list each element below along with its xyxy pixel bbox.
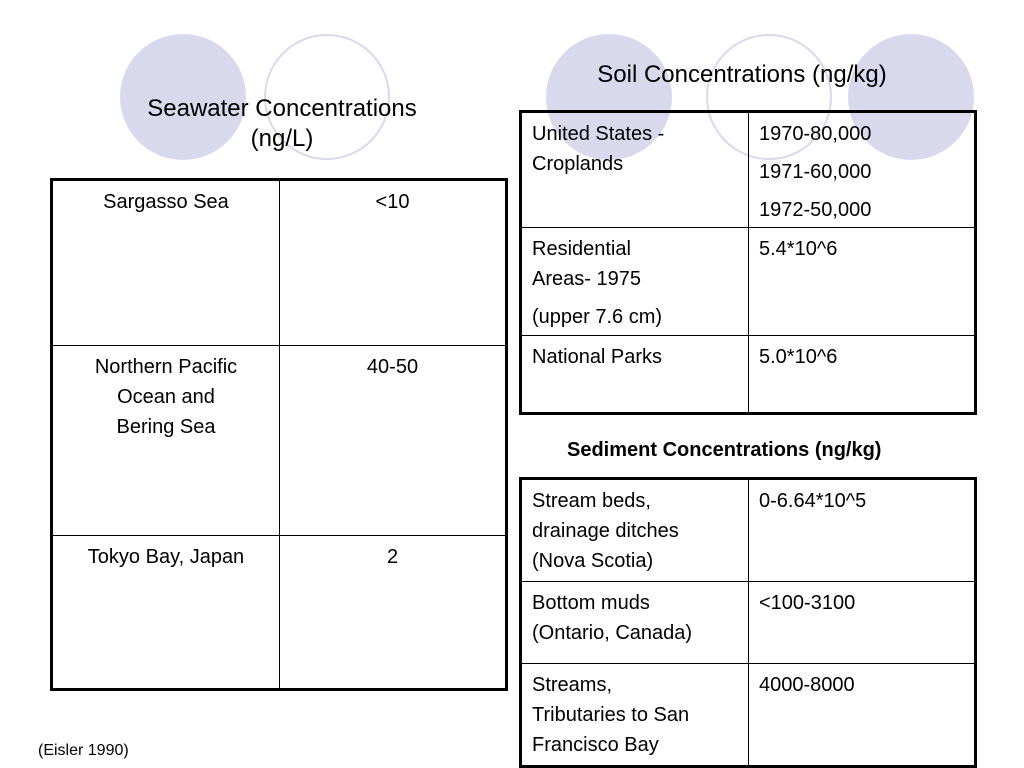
table-row	[521, 336, 976, 414]
value-cell	[749, 582, 976, 664]
location-text: Areas- 1975	[532, 268, 641, 290]
location-text: Tokyo Bay, Japan	[87, 546, 245, 568]
value-text: 40-50	[366, 356, 419, 378]
location-cell	[521, 479, 749, 582]
location-cell	[521, 228, 749, 336]
location-text: Streams,	[532, 674, 613, 696]
sediment-table	[519, 477, 977, 768]
location-cell	[521, 582, 749, 664]
location-text: Ocean and	[117, 386, 215, 408]
location-text: Francisco Bay	[532, 734, 659, 756]
table-row	[52, 180, 507, 346]
table-row	[521, 664, 976, 767]
location-text: (Ontario, Canada)	[532, 622, 693, 644]
value-text: <10	[375, 191, 410, 213]
location-text: Northern Pacific	[94, 356, 238, 378]
location-text: Tributaries to San	[532, 704, 690, 726]
location-cell	[52, 346, 280, 536]
location-cell	[52, 536, 280, 690]
location-cell	[521, 664, 749, 767]
table-row	[521, 112, 976, 228]
value-text: 5.0*10^6	[759, 346, 838, 368]
value-cell	[280, 536, 507, 690]
value-text: 0-6.64*10^5	[759, 490, 867, 512]
value-text: 1971-60,000	[759, 161, 872, 183]
value-text: 5.4*10^6	[759, 238, 838, 260]
value-cell	[749, 228, 976, 336]
value-cell	[280, 180, 507, 346]
table-row	[521, 228, 976, 336]
value-cell	[749, 479, 976, 582]
value-cell	[749, 336, 976, 414]
location-text: Croplands	[532, 153, 624, 175]
location-text: (Nova Scotia)	[532, 550, 654, 572]
table-row	[52, 346, 507, 536]
sediment-title: Sediment Concentrations (ng/kg)	[567, 439, 882, 461]
seawater-title	[82, 94, 482, 154]
location-text: Stream beds,	[532, 490, 651, 512]
soil-table	[519, 110, 977, 415]
value-text: 1970-80,000	[759, 123, 872, 145]
location-text: Bering Sea	[116, 416, 216, 438]
citation: (Eisler 1990)	[38, 742, 129, 759]
location-text: Bottom muds	[532, 592, 650, 614]
value-text: <100-3100	[759, 592, 856, 614]
location-cell	[52, 180, 280, 346]
value-cell	[749, 664, 976, 767]
value-text: 4000-8000	[759, 674, 855, 696]
location-text: Sargasso Sea	[103, 191, 229, 213]
location-cell	[521, 336, 749, 414]
value-cell	[749, 112, 976, 228]
table-row	[521, 479, 976, 582]
value-text: 2	[386, 546, 399, 568]
seawater-title-line: (ng/L)	[250, 125, 314, 152]
seawater-table	[50, 178, 508, 691]
table-row	[521, 582, 976, 664]
location-text: drainage ditches	[532, 520, 679, 542]
soil-title: Soil Concentrations (ng/kg)	[597, 61, 887, 88]
location-text: United States -	[532, 123, 665, 145]
value-cell	[280, 346, 507, 536]
location-cell	[521, 112, 749, 228]
value-text: 1972-50,000	[759, 199, 872, 221]
table-row	[52, 536, 507, 690]
location-text: Residential	[532, 238, 631, 260]
location-text: National Parks	[532, 346, 663, 368]
location-text: (upper 7.6 cm)	[532, 306, 663, 328]
seawater-title-line: Seawater Concentrations	[147, 95, 417, 122]
